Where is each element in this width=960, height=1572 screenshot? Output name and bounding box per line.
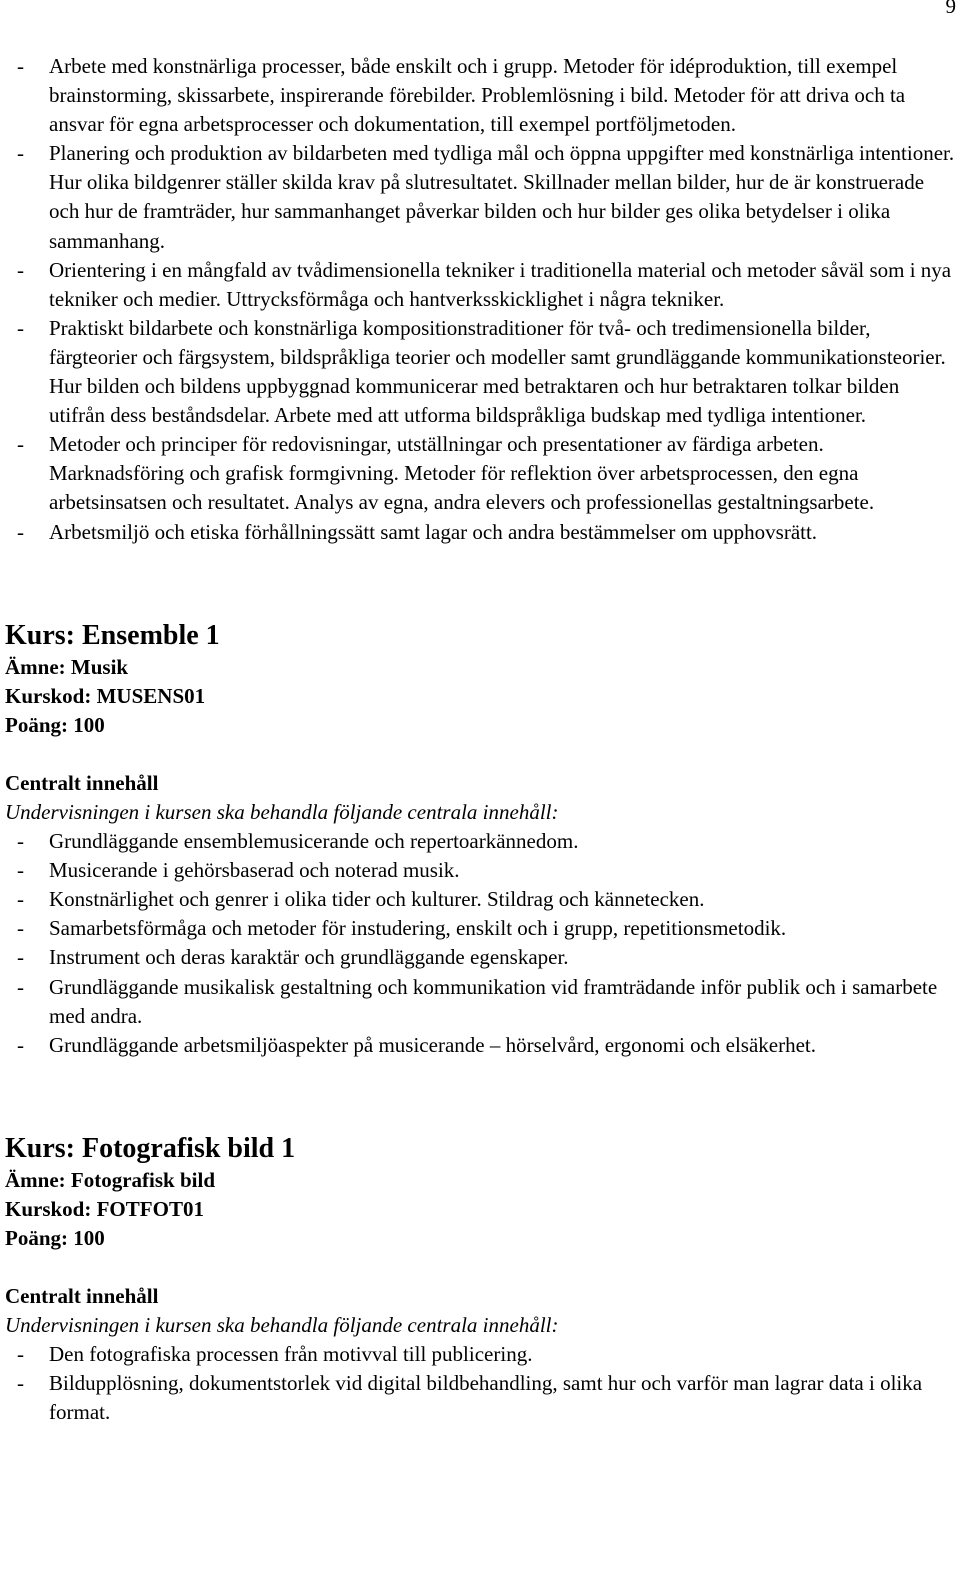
course-code: Kurskod: FOTFOT01 (5, 1196, 204, 1221)
list-item: - Arbetsmiljö och etiska förhållningssätt samt lagar och andra bestämmelser om upphovsrätt. (5, 518, 958, 547)
course-fotografisk-bild (5, 1132, 958, 1428)
list-dash: - (17, 829, 24, 854)
section-heading: Centralt innehåll (5, 770, 159, 795)
course-title: Kurs: Fotografisk bild 1 (5, 1132, 296, 1164)
list-dash: - (17, 887, 24, 912)
list-item: - Grundläggande arbetsmiljöaspekter på musicerande – hörselvård, ergonomi och elsäkerhet. (5, 1031, 958, 1060)
list-dash: - (17, 916, 24, 941)
course-title: Kurs: Ensemble 1 (5, 619, 220, 651)
list-item: - Metoder och principer för redovisningar, utställningar och presentationer av färdiga arbeten. Marknadsföring och grafisk formgivning. Metoder för reflektion över arbetsprocessen, den egna arbetsinsatsen och resultatet. Analys av egna, andra elevers och professionellas gestaltningsarbete. (17, 432, 875, 515)
intro-content-list (5, 52, 958, 547)
list-item: - Bildupplösning, dokumentstorlek vid digital bildbehandling, samt hur och varför man lagrar data i olika format. (17, 1371, 923, 1425)
course-code: Kurskod: MUSENS01 (5, 683, 206, 708)
list-dash: - (17, 858, 24, 883)
list-dash: - (17, 1342, 24, 1367)
list-item: - Grundläggande musikalisk gestaltning och kommunikation vid framträdande inför publik och i samarbete med andra. (17, 974, 938, 1028)
list-dash: - (17, 54, 24, 78)
content-list (5, 827, 958, 1060)
list-dash: - (17, 1371, 24, 1396)
list-item: - Orientering i en mångfald av tvådimensionella tekniker i traditionella material och metoder såväl som i nya tekniker och medier. Uttrycksförmåga och hantverksskicklighet i några tekniker. (17, 257, 952, 311)
list-dash: - (17, 519, 24, 544)
list-dash: - (17, 974, 24, 999)
list-item: - Grundläggande ensemblemusicerande och repertoarkännedom. (5, 827, 958, 856)
list-dash: - (17, 141, 24, 166)
course-subject: Ämne: Musik (5, 654, 129, 679)
list-dash: - (17, 432, 24, 457)
section-heading: Centralt innehåll (5, 1284, 159, 1309)
list-item: - Musicerande i gehörsbaserad och noterad musik. (5, 856, 958, 885)
document-body (5, 52, 958, 1428)
course-points: Poäng: 100 (5, 712, 105, 737)
list-item: - Instrument och deras karaktär och grundläggande egenskaper. (5, 943, 958, 972)
list-item: - Planering och produktion av bildarbeten med tydliga mål och öppna uppgifter med konstnärliga intentioner. Hur olika bildgenrer ställer skilda krav på slutresultatet. Skillnader mellan bilder, hur de är konstruerade och hur de framträder, hur sammanhanget påverkar bilden och hur bilder ges olika betydelser i olika sammanhang. (17, 141, 955, 253)
course-subject: Ämne: Fotografisk bild (5, 1167, 215, 1192)
list-item: - Samarbetsförmåga och metoder för instudering, enskilt och i grupp, repetitionsmetodik. (5, 914, 958, 943)
list-item: - Konstnärlighet och genrer i olika tider och kulturer. Stildrag och kännetecken. (5, 885, 958, 914)
section-intro: Undervisningen i kursen ska behandla följande centrala innehåll: (5, 799, 559, 824)
section-intro: Undervisningen i kursen ska behandla följande centrala innehåll: (5, 1313, 559, 1338)
list-item: - Den fotografiska processen från motivval till publicering. (5, 1340, 958, 1369)
page-number: 9 (945, 0, 956, 18)
list-dash: - (17, 1032, 24, 1057)
content-list (5, 1340, 958, 1427)
list-dash: - (17, 315, 24, 340)
course-ensemble (5, 619, 958, 1060)
list-item: - Praktiskt bildarbete och konstnärliga kompositionstraditioner för två- och tredimensionella bilder, färgteorier och färgsystem, bildspråkliga teorier och modeller samt grundläggande kommunikationsteorier. Hur bilden och bildens uppbyggnad kommunicerar med betraktaren och hur betraktaren tolkar bilden utifrån dess beståndsdelar. Arbete med att utforma bildspråkliga budskap med tydliga intentioner. (17, 315, 946, 428)
list-item: - Arbete med konstnärliga processer, både enskilt och i grupp. Metoder för idéproduktion, till exempel brainstorming, skissarbete, inspirerande förebilder. Problemlösning i bild. Metoder för att driva och ta ansvar för egna arbetsprocesser och dokumentation, till exempel portföljmetoden. (17, 54, 906, 137)
course-points: Poäng: 100 (5, 1226, 105, 1250)
list-dash: - (17, 945, 24, 970)
list-dash: - (17, 257, 24, 282)
